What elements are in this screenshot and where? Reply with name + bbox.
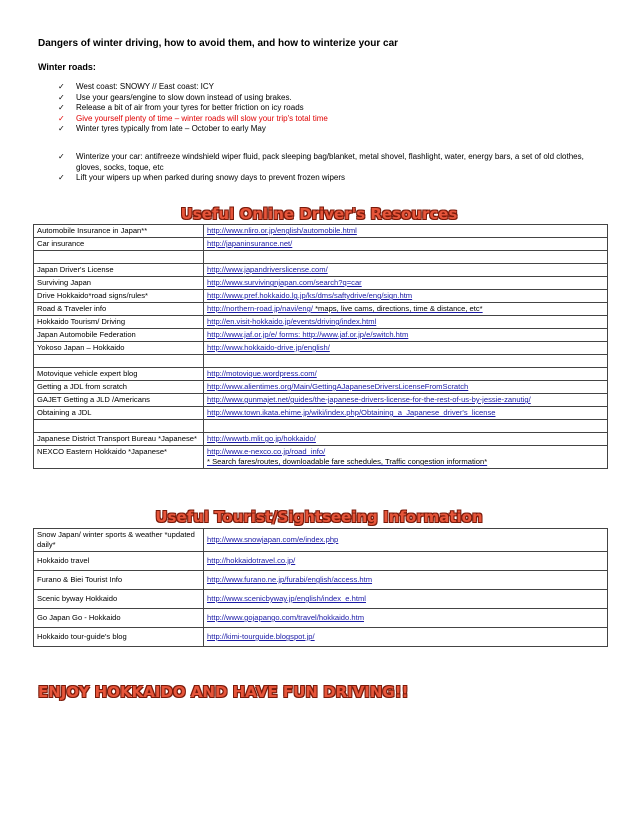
table-row [34, 368, 608, 381]
resource-link[interactable]: http://www.gojapango.com/travel/hokkaido.htm [207, 613, 365, 622]
resource-label [34, 420, 204, 433]
resource-link[interactable]: http://www.alientimes.org/Main/GettingAJapaneseDriversLicenseFromScratch [207, 382, 469, 391]
table-row [34, 225, 608, 238]
resource-link[interactable]: http://www.jaf.or.jp/e/ forms: http://www.jaf.or.jp/e/switch.htm [207, 330, 409, 339]
winter-tips-list [58, 82, 603, 135]
resource-label: Japanese District Transport Bureau *Japanese* [34, 433, 204, 446]
table-row [34, 552, 608, 571]
resource-link[interactable]: http://www.e-nexco.co.jp/road_info/ [207, 447, 326, 456]
resource-cell [204, 368, 608, 381]
resource-cell [204, 420, 608, 433]
bullet-text: Give yourself plenty of time – winter roads will slow your trip's total time [76, 113, 328, 123]
resource-label: Hokkaido Tourism/ Driving [34, 316, 204, 329]
resource-cell [204, 225, 608, 238]
bullet-item [58, 152, 603, 173]
table-row [34, 381, 608, 394]
resource-cell [204, 552, 608, 571]
resource-link[interactable]: http://www.japandriverslicense.com/ [207, 265, 328, 274]
resource-cell [204, 609, 608, 628]
section-heading-winter-roads: Winter roads: [38, 62, 96, 72]
resource-cell [204, 238, 608, 251]
resource-cell [204, 381, 608, 394]
resource-label: Drive Hokkaido*road signs/rules* [34, 290, 204, 303]
resource-label: Hokkaido tour-guide's blog [34, 628, 204, 647]
table-row [34, 355, 608, 368]
bullet-item [58, 93, 603, 104]
online-resources-table [33, 224, 608, 469]
resource-link[interactable]: http://www.town.ikata.ehime.jp/wiki/index.php/Obtaining_a_Japanese_driver's_license [207, 408, 496, 417]
resource-label [34, 355, 204, 368]
checkmark-icon: ✓ [58, 124, 65, 133]
resource-cell [204, 571, 608, 590]
bullet-item [58, 124, 603, 135]
resource-link[interactable]: http://en.visit-hokkaido.jp/events/driving/index.html [207, 317, 377, 326]
banner-tourist-info: Useful Tourist/Sightseeing Information [155, 508, 483, 526]
resource-link[interactable]: http://www.snowjapan.com/e/index.php [207, 535, 339, 544]
resource-cell [204, 342, 608, 355]
resource-link[interactable]: http://wwwtb.mlit.go.jp/hokkaido/ [207, 434, 316, 443]
checkmark-icon: ✓ [58, 152, 65, 161]
resource-label: Road & Traveler info [34, 303, 204, 316]
resource-label: Automobile Insurance in Japan** [34, 225, 204, 238]
tourist-info-table [33, 528, 608, 647]
resource-link[interactable]: http://www.furano.ne.jp/furabi/english/access.htm [207, 575, 373, 584]
resource-cell [204, 316, 608, 329]
bullet-item [58, 114, 603, 125]
checkmark-icon: ✓ [58, 113, 65, 123]
table-row [34, 529, 608, 552]
resource-label: Japan Automobile Federation [34, 329, 204, 342]
table-row [34, 571, 608, 590]
table-row [34, 433, 608, 446]
resource-label: Getting a JDL from scratch [34, 381, 204, 394]
resource-cell [204, 251, 608, 264]
table-row [34, 628, 608, 647]
table-row [34, 590, 608, 609]
bullet-text: Winterize your car: antifreeze windshield wiper fluid, pack sleeping bag/blanket, metal shovel, flashlight, water, energy bars, a set of old clothes, gloves, socks, toque, etc [76, 152, 584, 172]
resource-link[interactable]: http://www.pref.hokkaido.lg.jp/ks/dms/saftydrive/eng/sign.htm [207, 291, 413, 300]
resource-link[interactable]: http://www.nliro.or.jp/english/automobile.html [207, 226, 357, 235]
bullet-text: Lift your wipers up when parked during snowy days to prevent frozen wipers [76, 173, 346, 182]
resource-label: Furano & Biei Tourist Info [34, 571, 204, 590]
page-title: Dangers of winter driving, how to avoid them, and how to winterize your car [38, 38, 399, 49]
resource-cell [204, 446, 608, 469]
checkmark-icon: ✓ [58, 82, 65, 91]
resource-label: GAJET Getting a JLD /Americans [34, 394, 204, 407]
resource-link[interactable]: http://northern-road.jp/navi/eng/ [207, 304, 313, 313]
bullet-item [58, 173, 603, 184]
table-row [34, 342, 608, 355]
resource-note: * Search fares/routes, downloadable fare schedules, Traffic congestion information* [207, 457, 488, 466]
resource-cell [204, 290, 608, 303]
bullet-text: Winter tyres typically from late – October to early May [76, 124, 266, 133]
table-row [34, 238, 608, 251]
winterize-tips-list [58, 152, 603, 184]
resource-label [34, 251, 204, 264]
resource-link[interactable]: http://kimi-tourguide.blogspot.jp/ [207, 632, 315, 641]
table-row [34, 329, 608, 342]
resource-link[interactable]: http://hokkaidotravel.co.jp/ [207, 556, 296, 565]
table-row [34, 251, 608, 264]
resource-label: Car insurance [34, 238, 204, 251]
resource-label: Surviving Japan [34, 277, 204, 290]
resource-cell [204, 394, 608, 407]
resource-label: NEXCO Eastern Hokkaido *Japanese* [34, 446, 204, 469]
table-row [34, 290, 608, 303]
resource-label: Hokkaido travel [34, 552, 204, 571]
bullet-item [58, 82, 603, 93]
bullet-text: Use your gears/engine to slow down instead of using brakes. [76, 92, 292, 102]
resource-link[interactable]: http://motovique.wordpress.com/ [207, 369, 317, 378]
banner-online-resources: Useful Online Driver's Resources [180, 205, 458, 223]
table-row [34, 446, 608, 469]
bullet-text: Release a bit of air from your tyres for better friction on icy roads [76, 103, 304, 112]
resource-link[interactable]: http://www.gunmajet.net/guides/the-japanese-drivers-license-for-the-rest-of-us-by-jessie-zanutig/ [207, 395, 531, 404]
table-row [34, 394, 608, 407]
resource-label: Scenic byway Hokkaido [34, 590, 204, 609]
resource-label: Go Japan Go - Hokkaido [34, 609, 204, 628]
resource-label: Obtaining a JDL [34, 407, 204, 420]
table-row [34, 609, 608, 628]
resource-cell [204, 303, 608, 316]
table-row [34, 407, 608, 420]
resource-link[interactable]: http://japaninsurance.net/ [207, 239, 293, 248]
table-row [34, 277, 608, 290]
resource-link[interactable]: http://www.hokkaido-drive.jp/english/ [207, 343, 330, 352]
resource-cell [204, 355, 608, 368]
checkmark-icon: ✓ [58, 103, 65, 112]
checkmark-icon: ✓ [58, 92, 65, 102]
resource-cell [204, 590, 608, 609]
table-row [34, 316, 608, 329]
checkmark-icon: ✓ [58, 173, 65, 182]
resource-label: Yokoso Japan – Hokkaido [34, 342, 204, 355]
resource-cell [204, 628, 608, 647]
bullet-item [58, 103, 603, 114]
resource-label: Japan Driver's License [34, 264, 204, 277]
resource-note: *maps, live cams, directions, time & distance, etc* [312, 304, 483, 313]
resource-cell [204, 329, 608, 342]
table-row [34, 264, 608, 277]
table-row [34, 420, 608, 433]
table-row [34, 303, 608, 316]
resource-label: Motovique vehicle expert blog [34, 368, 204, 381]
resource-cell [204, 264, 608, 277]
resource-cell [204, 407, 608, 420]
resource-cell [204, 277, 608, 290]
resource-link[interactable]: http://www.scenicbyway.jp/english/index_e.html [207, 594, 366, 603]
bullet-text: West coast: SNOWY // East coast: ICY [76, 82, 214, 91]
resource-label: Snow Japan/ winter sports & weather *updated daily* [34, 529, 204, 552]
resource-cell [204, 529, 608, 552]
resource-cell [204, 433, 608, 446]
resource-link[interactable]: http://www.survivingnjapan.com/search?q=car [207, 278, 362, 287]
closing-banner: ENJOY HOKKAIDO AND HAVE FUN DRIVING!! [38, 683, 409, 701]
